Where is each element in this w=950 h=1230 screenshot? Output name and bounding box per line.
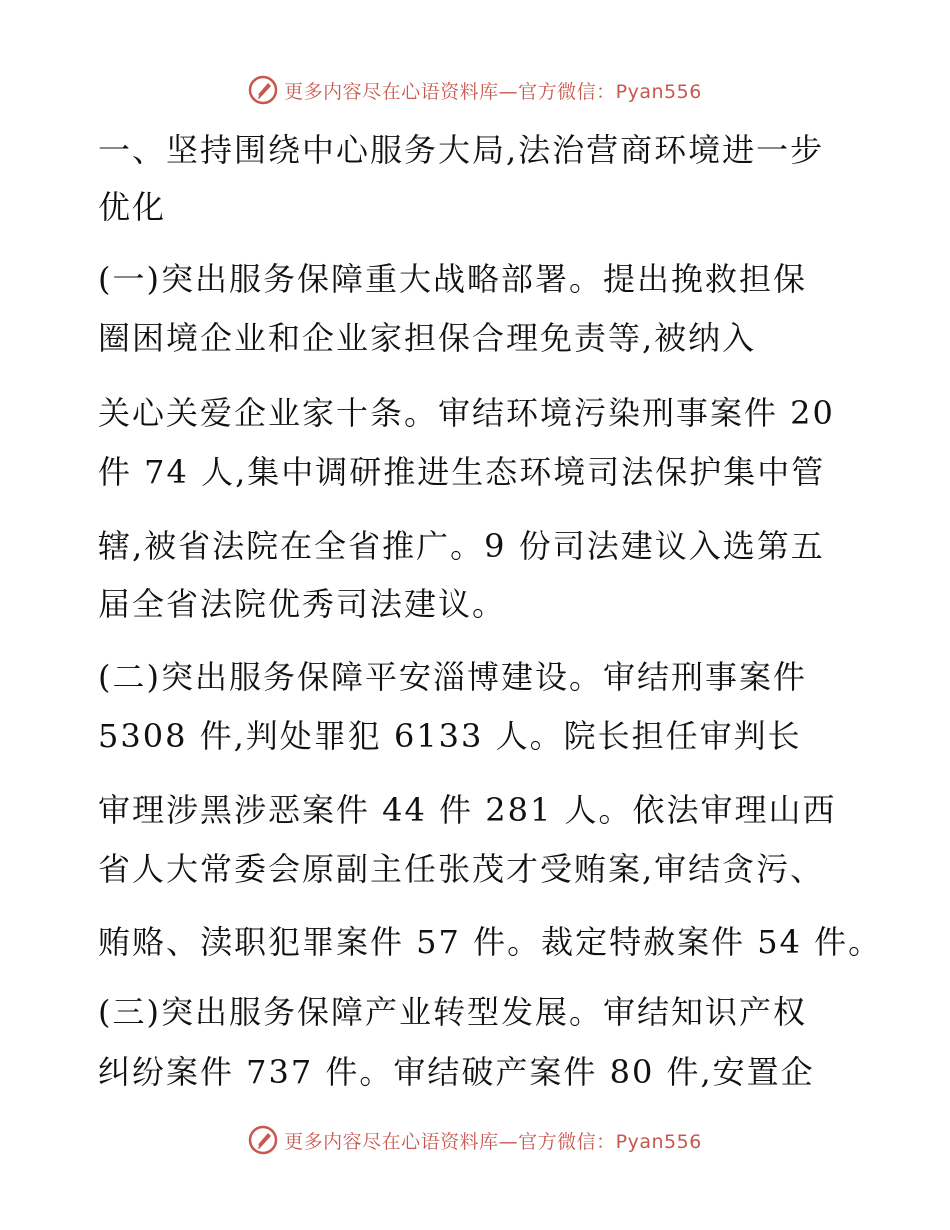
text-line: 届全省法院优秀司法建议。 [98,585,507,623]
text-line: 关心关爱企业家十条。审结环境污染刑事案件 20 [98,394,835,432]
quill-logo-icon [248,1125,278,1155]
text-line: 一、坚持围绕中心服务大局,法治营商环境进一步 [98,131,825,169]
watermark-text: 更多内容尽在心语资料库—官方微信：Pyan556 [284,80,702,103]
text-line: 审理涉黑涉恶案件 44 件 281 人。依法审理山西 [98,791,837,829]
text-line: 贿赂、渎职犯罪案件 57 件。裁定特赦案件 54 件。 [98,923,883,961]
text-line: 5308 件,判处罪犯 6133 人。院长担任审判长 [98,717,802,755]
text-line: 圈困境企业和企业家担保合理免责等,被纳入 [98,319,757,357]
text-line: 件 74 人,集中调研推进生态环境司法保护集中管 [98,453,826,491]
header-watermark [0,70,950,110]
watermark-text: 更多内容尽在心语资料库—官方微信：Pyan556 [284,1130,702,1153]
text-line: 辖,被省法院在全省推广。9 份司法建议入选第五 [98,527,825,565]
text-line: (三)突出服务保障产业转型发展。审结知识产权 [98,993,807,1031]
text-line: (一)突出服务保障重大战略部署。提出挽救担保 [98,260,807,298]
quill-logo-icon [248,75,278,105]
footer-watermark [0,1120,950,1160]
text-line: 优化 [98,188,167,226]
text-line: 省人大常委会原副主任张茂才受贿案,审结贪污、 [98,850,825,888]
text-line: (二)突出服务保障平安淄博建设。审结刑事案件 [98,658,807,696]
text-line: 纠纷案件 737 件。审结破产案件 80 件,安置企 [98,1053,815,1091]
